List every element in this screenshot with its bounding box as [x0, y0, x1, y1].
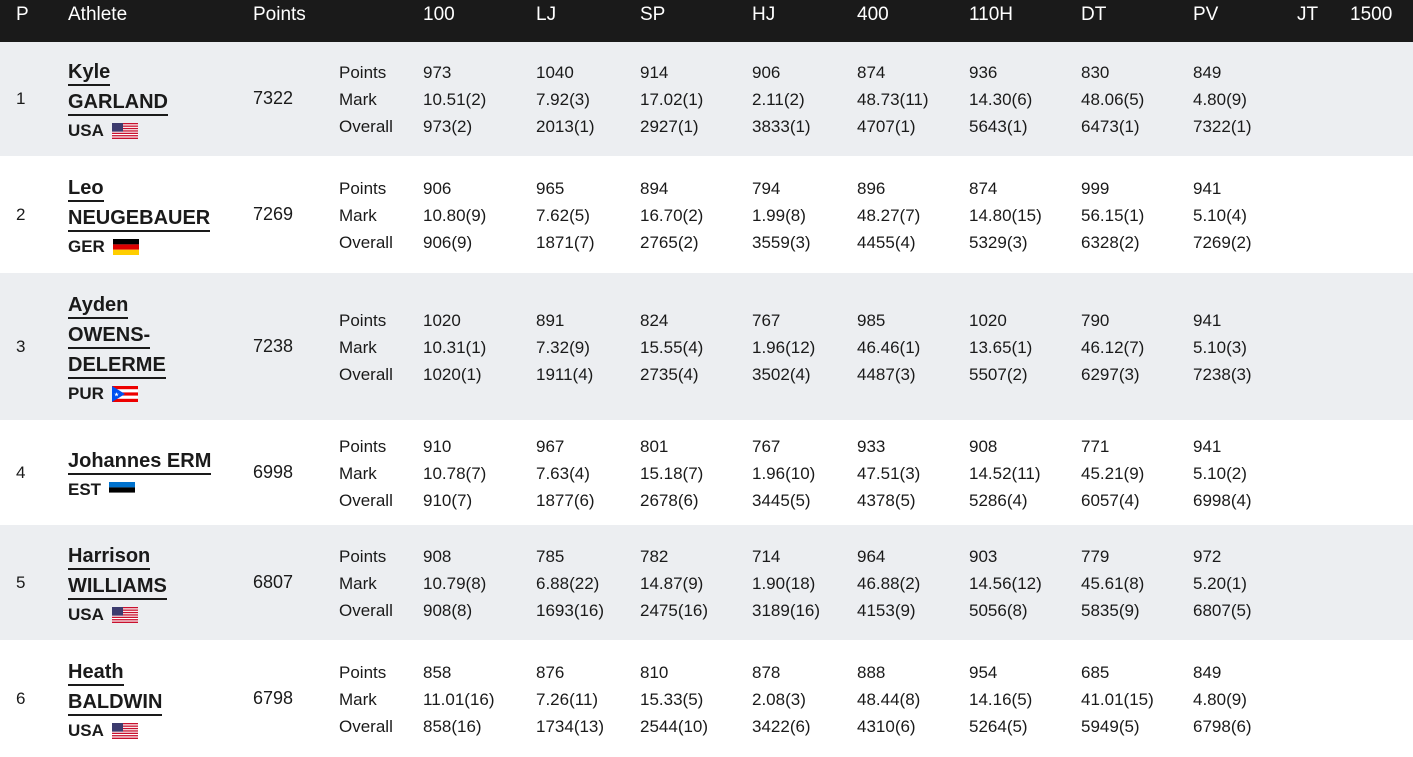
points-cell-110h: 908: [969, 436, 998, 456]
mark-cell-lj: 7.62(5): [536, 205, 590, 225]
overall-cell-dt: 5949(5): [1081, 716, 1140, 736]
column-header-athlete[interactable]: Athlete: [68, 4, 128, 25]
points-cell-lj: 876: [536, 662, 565, 682]
points-cell-dt: 999: [1081, 178, 1110, 198]
mark-cell-110h: 14.80(15): [969, 205, 1042, 225]
overall-cell-110h: 5264(5): [969, 716, 1028, 736]
points-cell-sp: 782: [640, 546, 669, 566]
overall-cell-sp: 2544(10): [640, 716, 709, 736]
column-header-lj[interactable]: LJ: [536, 4, 557, 25]
points-cell-sp: 801: [640, 436, 669, 456]
mark-cell-hj: 1.99(8): [752, 205, 806, 225]
row-label-mark: Mark: [339, 689, 377, 709]
overall-cell-hj: 3833(1): [752, 117, 811, 136]
mark-cell-hj: 1.96(10): [752, 463, 816, 483]
overall-cell-100: 858(16): [423, 716, 482, 736]
overall-cell-400: 4707(1): [857, 117, 916, 136]
mark-cell-110h: 13.65(1): [969, 337, 1033, 357]
athlete-row: [0, 420, 1413, 525]
overall-cell-100: 973(2): [423, 117, 473, 136]
mark-cell-100: 10.31(1): [423, 337, 487, 357]
athlete-name-line[interactable]: Ayden: [68, 293, 128, 319]
country-cell: [68, 605, 138, 625]
athlete-name-link[interactable]: [68, 57, 168, 117]
mark-cell-100: 10.51(2): [423, 90, 487, 109]
mark-cell-dt: 56.15(1): [1081, 205, 1145, 225]
points-cell-hj: 767: [752, 436, 781, 456]
row-label-overall: Overall: [339, 490, 393, 510]
mark-cell-pv: 5.20(1): [1193, 573, 1247, 593]
row-label-mark: Mark: [339, 573, 377, 593]
mark-cell-400: 46.88(2): [857, 573, 921, 593]
usa-flag-icon: [112, 607, 138, 623]
country-code: USA: [68, 604, 104, 624]
column-header-pv[interactable]: PV: [1193, 4, 1219, 25]
column-header-400[interactable]: 400: [857, 4, 889, 25]
row-label-mark: Mark: [339, 463, 377, 483]
overall-cell-400: 4455(4): [857, 232, 916, 252]
points-cell-lj: 965: [536, 178, 565, 198]
points-cell-hj: 906: [752, 63, 781, 82]
overall-cell-pv: 7238(3): [1193, 364, 1252, 384]
row-label-points: Points: [339, 436, 387, 456]
overall-cell-hj: 3445(5): [752, 490, 811, 510]
position-cell: 2: [16, 204, 26, 224]
row-label-overall: Overall: [339, 364, 393, 384]
column-header-1500[interactable]: 1500: [1350, 4, 1393, 25]
position-cell: 4: [16, 462, 26, 482]
mark-cell-pv: 4.80(9): [1193, 689, 1247, 709]
mark-cell-400: 48.73(11): [857, 90, 929, 109]
row-label-points: Points: [339, 310, 387, 330]
mark-cell-sp: 17.02(1): [640, 90, 704, 109]
row-label-overall: Overall: [339, 716, 393, 736]
points-cell-dt: 779: [1081, 546, 1110, 566]
athlete-row: [0, 273, 1413, 420]
overall-cell-pv: 7322(1): [1193, 117, 1252, 136]
overall-cell-sp: 2475(16): [640, 600, 709, 620]
points-cell-400: 933: [857, 436, 886, 456]
mark-cell-100: 10.79(8): [423, 573, 487, 593]
mark-cell-dt: 41.01(15): [1081, 689, 1154, 709]
mark-cell-100: 11.01(16): [423, 689, 495, 709]
column-header-jt[interactable]: JT: [1297, 4, 1319, 25]
mark-cell-dt: 45.21(9): [1081, 463, 1145, 483]
athlete-row: [0, 640, 1413, 757]
points-cell-pv: 849: [1193, 662, 1222, 682]
points-cell-hj: 714: [752, 546, 781, 566]
points-cell-400: 985: [857, 310, 886, 330]
column-header-position[interactable]: P: [16, 4, 29, 25]
mark-cell-dt: 48.06(5): [1081, 90, 1145, 109]
row-label-overall: Overall: [339, 600, 393, 620]
mark-cell-sp: 14.87(9): [640, 573, 704, 593]
mark-cell-110h: 14.52(11): [969, 463, 1041, 483]
points-cell-sp: 894: [640, 178, 669, 198]
overall-cell-dt: 6328(2): [1081, 232, 1140, 252]
overall-cell-400: 4310(6): [857, 716, 916, 736]
overall-cell-110h: 5056(8): [969, 600, 1028, 620]
germany-flag-icon: [113, 239, 139, 255]
points-cell-400: 874: [857, 63, 886, 82]
mark-cell-110h: 14.56(12): [969, 573, 1042, 593]
mark-cell-110h: 14.16(5): [969, 689, 1033, 709]
overall-cell-dt: 5835(9): [1081, 600, 1140, 620]
overall-cell-dt: 6297(3): [1081, 364, 1140, 384]
overall-cell-110h: 5329(3): [969, 232, 1028, 252]
points-cell-pv: 849: [1193, 63, 1222, 82]
mark-cell-lj: 7.92(3): [536, 90, 590, 109]
country-cell: [68, 480, 135, 500]
mark-cell-sp: 15.33(5): [640, 689, 704, 709]
overall-cell-lj: 1877(6): [536, 490, 595, 510]
athlete-name-link[interactable]: [68, 290, 166, 380]
mark-cell-400: 48.44(8): [857, 689, 921, 709]
mark-cell-lj: 7.63(4): [536, 463, 590, 483]
mark-cell-pv: 5.10(2): [1193, 463, 1247, 483]
overall-cell-pv: 6807(5): [1193, 600, 1252, 620]
position-cell: 6: [16, 688, 26, 708]
overall-cell-100: 908(8): [423, 600, 473, 620]
athlete-name-line[interactable]: GARLAND: [68, 90, 168, 116]
overall-cell-sp: 2927(1): [640, 117, 699, 136]
position-cell: 3: [16, 336, 26, 356]
mark-cell-100: 10.78(7): [423, 463, 487, 483]
row-label-points: Points: [339, 63, 387, 82]
points-cell-pv: 941: [1193, 436, 1222, 456]
mark-cell-hj: 1.96(12): [752, 337, 816, 357]
row-label-overall: Overall: [339, 232, 393, 252]
athlete-name-line[interactable]: Heath: [68, 660, 124, 686]
points-cell-110h: 936: [969, 63, 998, 82]
column-header-hj[interactable]: HJ: [752, 4, 776, 25]
athlete-name-link[interactable]: [68, 173, 210, 233]
points-cell-sp: 810: [640, 662, 669, 682]
athlete-name-line[interactable]: DELERME: [68, 353, 166, 379]
points-cell-110h: 1020: [969, 310, 1007, 330]
total-points: 7238: [253, 335, 294, 356]
country-code: EST: [68, 479, 102, 499]
athlete-name-line[interactable]: OWENS-: [68, 323, 150, 349]
usa-flag-icon: [112, 123, 138, 139]
overall-cell-dt: 6057(4): [1081, 490, 1140, 510]
overall-cell-pv: 7269(2): [1193, 232, 1252, 252]
overall-cell-sp: 2735(4): [640, 364, 699, 384]
column-header-110h[interactable]: 110H: [969, 4, 1014, 25]
overall-cell-sp: 2765(2): [640, 232, 699, 252]
points-cell-400: 964: [857, 546, 886, 566]
points-cell-pv: 941: [1193, 310, 1222, 330]
country-cell: [68, 721, 138, 741]
country-cell: [68, 384, 138, 404]
mark-cell-hj: 2.08(3): [752, 689, 806, 709]
column-header-points[interactable]: Points: [253, 4, 306, 25]
athlete-name-line[interactable]: WILLIAMS: [68, 574, 167, 600]
overall-cell-hj: 3559(3): [752, 232, 811, 252]
athlete-row: [0, 156, 1413, 273]
column-header-100[interactable]: 100: [423, 4, 455, 25]
country-code: PUR: [68, 383, 104, 403]
overall-cell-lj: 1871(7): [536, 232, 595, 252]
points-cell-lj: 1040: [536, 63, 574, 82]
overall-cell-110h: 5643(1): [969, 117, 1028, 136]
athlete-name-link[interactable]: [68, 657, 162, 717]
points-cell-lj: 967: [536, 436, 565, 456]
points-cell-hj: 767: [752, 310, 781, 330]
overall-cell-sp: 2678(6): [640, 490, 699, 510]
row-label-points: Points: [339, 178, 387, 198]
country-code: GER: [68, 236, 105, 256]
points-cell-dt: 830: [1081, 63, 1110, 82]
points-cell-100: 910: [423, 436, 452, 456]
mark-cell-100: 10.80(9): [423, 205, 487, 225]
athlete-name-line[interactable]: Harrison: [68, 544, 150, 570]
country-cell: [68, 237, 139, 257]
mark-cell-sp: 15.55(4): [640, 337, 704, 357]
mark-cell-hj: 2.11(2): [752, 90, 805, 109]
points-cell-400: 888: [857, 662, 886, 682]
overall-cell-dt: 6473(1): [1081, 117, 1140, 136]
athlete-name-line[interactable]: Johannes ERM: [68, 449, 211, 475]
column-header-dt[interactable]: DT: [1081, 4, 1107, 25]
overall-cell-110h: 5286(4): [969, 490, 1028, 510]
points-cell-pv: 941: [1193, 178, 1222, 198]
row-label-points: Points: [339, 662, 387, 682]
total-points: 6807: [253, 571, 294, 592]
mark-cell-hj: 1.90(18): [752, 573, 816, 593]
overall-cell-400: 4378(5): [857, 490, 916, 510]
row-label-mark: Mark: [339, 337, 377, 357]
results-table-header: [0, 0, 1413, 42]
overall-cell-100: 910(7): [423, 490, 473, 510]
mark-cell-400: 46.46(1): [857, 337, 921, 357]
athlete-row: [0, 42, 1413, 156]
position-cell: 5: [16, 572, 26, 592]
points-cell-110h: 903: [969, 546, 998, 566]
estonia-flag-icon: [109, 482, 135, 498]
points-cell-hj: 794: [752, 178, 781, 198]
row-label-overall: Overall: [339, 117, 393, 136]
overall-cell-lj: 2013(1): [536, 117, 595, 136]
mark-cell-400: 47.51(3): [857, 463, 921, 483]
mark-cell-400: 48.27(7): [857, 205, 921, 225]
overall-cell-lj: 1911(4): [536, 364, 594, 384]
points-cell-pv: 972: [1193, 546, 1222, 566]
country-code: USA: [68, 121, 104, 140]
overall-cell-hj: 3189(16): [752, 600, 821, 620]
athlete-name-link[interactable]: [68, 446, 211, 476]
points-cell-100: 908: [423, 546, 452, 566]
athlete-name-line[interactable]: Kyle: [68, 60, 110, 86]
row-label-points: Points: [339, 546, 387, 566]
points-cell-hj: 878: [752, 662, 781, 682]
total-points: 6798: [253, 687, 294, 708]
points-cell-dt: 790: [1081, 310, 1110, 330]
points-cell-dt: 685: [1081, 662, 1110, 682]
mark-cell-pv: 5.10(3): [1193, 337, 1247, 357]
points-cell-100: 1020: [423, 310, 461, 330]
puerto-rico-flag-icon: [112, 386, 138, 402]
points-cell-dt: 771: [1081, 436, 1110, 456]
mark-cell-lj: 7.26(11): [536, 689, 599, 709]
overall-cell-lj: 1734(13): [536, 716, 605, 736]
overall-cell-pv: 6998(4): [1193, 490, 1252, 510]
overall-cell-100: 906(9): [423, 232, 473, 252]
athlete-name-line[interactable]: NEUGEBAUER: [68, 206, 210, 232]
total-points: 7269: [253, 203, 294, 224]
overall-cell-400: 4487(3): [857, 364, 916, 384]
column-header-sp[interactable]: SP: [640, 4, 666, 25]
points-cell-110h: 874: [969, 178, 998, 198]
row-label-mark: Mark: [339, 90, 377, 109]
overall-cell-100: 1020(1): [423, 364, 482, 384]
overall-cell-pv: 6798(6): [1193, 716, 1252, 736]
overall-cell-hj: 3502(4): [752, 364, 811, 384]
mark-cell-dt: 46.12(7): [1081, 337, 1145, 357]
points-cell-sp: 824: [640, 310, 669, 330]
total-points: 6998: [253, 461, 294, 482]
athlete-name-line[interactable]: BALDWIN: [68, 690, 162, 716]
points-cell-100: 858: [423, 662, 452, 682]
overall-cell-110h: 5507(2): [969, 364, 1028, 384]
overall-cell-lj: 1693(16): [536, 600, 605, 620]
mark-cell-lj: 6.88(22): [536, 573, 600, 593]
row-label-mark: Mark: [339, 205, 377, 225]
country-code: USA: [68, 720, 104, 740]
points-cell-lj: 785: [536, 546, 565, 566]
position-cell: 1: [16, 89, 26, 108]
mark-cell-sp: 16.70(2): [640, 205, 704, 225]
points-cell-sp: 914: [640, 63, 669, 82]
mark-cell-sp: 15.18(7): [640, 463, 704, 483]
mark-cell-pv: 5.10(4): [1193, 205, 1247, 225]
points-cell-400: 896: [857, 178, 886, 198]
athlete-row: [0, 525, 1413, 640]
athlete-name-line[interactable]: Leo: [68, 176, 104, 202]
overall-cell-400: 4153(9): [857, 600, 916, 620]
points-cell-100: 973: [423, 63, 452, 82]
mark-cell-110h: 14.30(6): [969, 90, 1033, 109]
points-cell-110h: 954: [969, 662, 998, 682]
athlete-name-link[interactable]: [68, 541, 167, 601]
total-points: 7322: [253, 88, 294, 108]
mark-cell-lj: 7.32(9): [536, 337, 590, 357]
mark-cell-pv: 4.80(9): [1193, 90, 1247, 109]
country-cell: [68, 121, 138, 141]
overall-cell-hj: 3422(6): [752, 716, 811, 736]
mark-cell-dt: 45.61(8): [1081, 573, 1145, 593]
usa-flag-icon: [112, 723, 138, 739]
points-cell-100: 906: [423, 178, 452, 198]
points-cell-lj: 891: [536, 310, 565, 330]
